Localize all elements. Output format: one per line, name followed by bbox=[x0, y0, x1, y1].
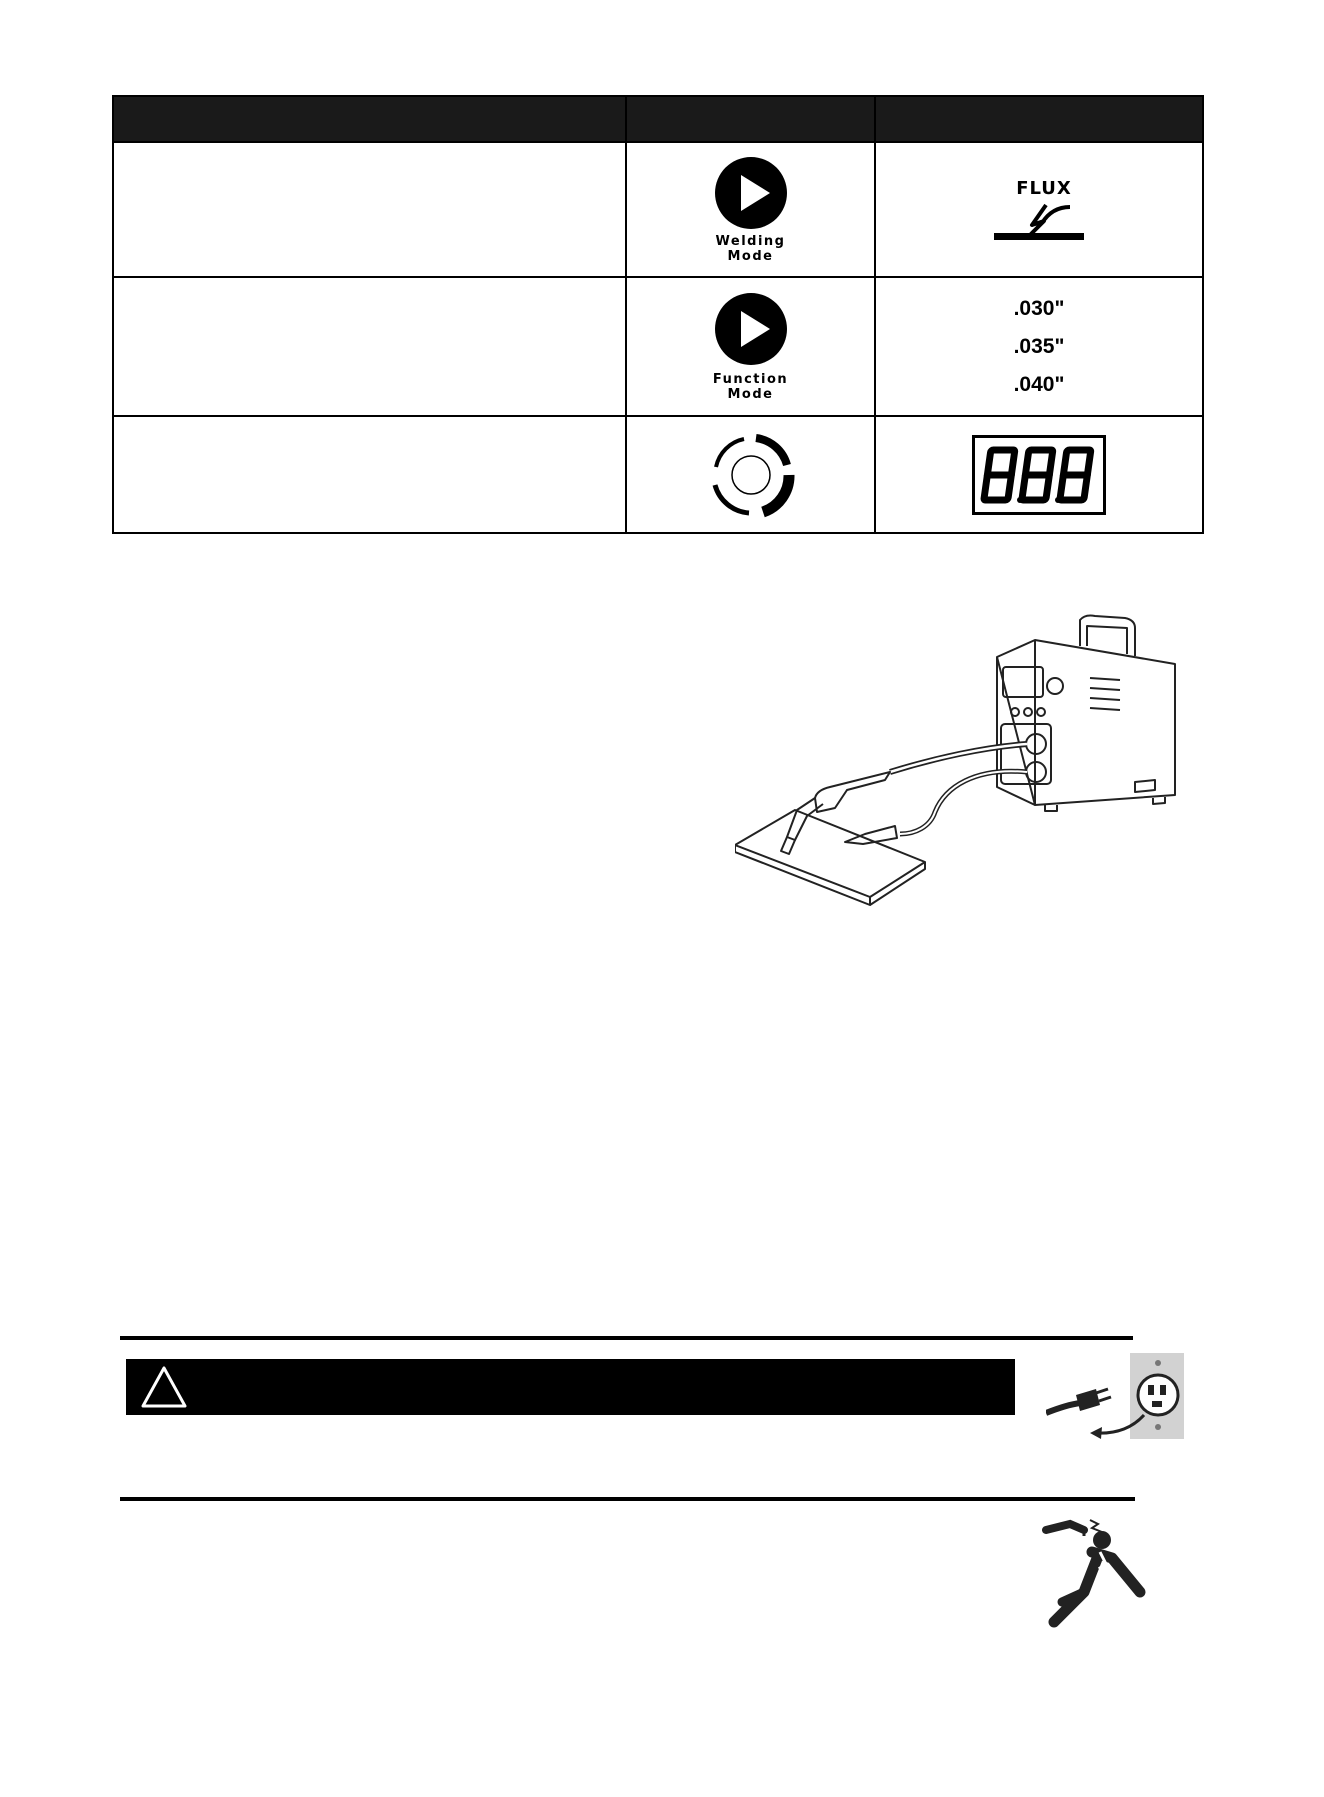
electric-shock-icon bbox=[1040, 1512, 1152, 1642]
controls-table bbox=[112, 95, 1204, 534]
header-col-1 bbox=[114, 97, 627, 141]
function-mode-label: Function Mode bbox=[712, 371, 789, 402]
adjustment-knob-icon bbox=[701, 425, 801, 525]
unplug-outlet-icon bbox=[1046, 1343, 1188, 1445]
flux-label: FLUX bbox=[1016, 178, 1072, 199]
flux-cell bbox=[876, 143, 1202, 276]
play-button-icon bbox=[714, 292, 788, 366]
lcd-cell bbox=[876, 417, 1202, 532]
divider bbox=[120, 1497, 1135, 1501]
welder-setup-illustration bbox=[735, 612, 1205, 937]
header-col-3 bbox=[876, 97, 1202, 141]
divider bbox=[120, 1336, 1133, 1340]
welding-mode-cell bbox=[627, 143, 876, 276]
wire-size-030: .030" bbox=[1013, 296, 1065, 320]
welding-mode-label: Welding Mode bbox=[715, 233, 786, 264]
play-button-icon bbox=[714, 156, 788, 230]
table-header bbox=[114, 97, 1202, 141]
wire-size-cell bbox=[876, 278, 1202, 415]
header-col-2 bbox=[627, 97, 876, 141]
seven-segment-display-icon bbox=[972, 435, 1106, 515]
lcd-digits bbox=[980, 442, 1098, 508]
row-description bbox=[114, 143, 627, 276]
function-mode-cell bbox=[627, 278, 876, 415]
table-row bbox=[114, 415, 1202, 532]
row-description bbox=[114, 417, 627, 532]
knob-cell bbox=[627, 417, 876, 532]
table-row bbox=[114, 141, 1202, 276]
row-description bbox=[114, 278, 627, 415]
flux-process-icon bbox=[994, 199, 1084, 241]
warning-bar bbox=[126, 1359, 1015, 1415]
wire-size-035: .035" bbox=[1013, 334, 1065, 358]
warning-triangle-icon bbox=[140, 1365, 188, 1409]
wire-size-040: .040" bbox=[1013, 372, 1065, 396]
table-row bbox=[114, 276, 1202, 415]
